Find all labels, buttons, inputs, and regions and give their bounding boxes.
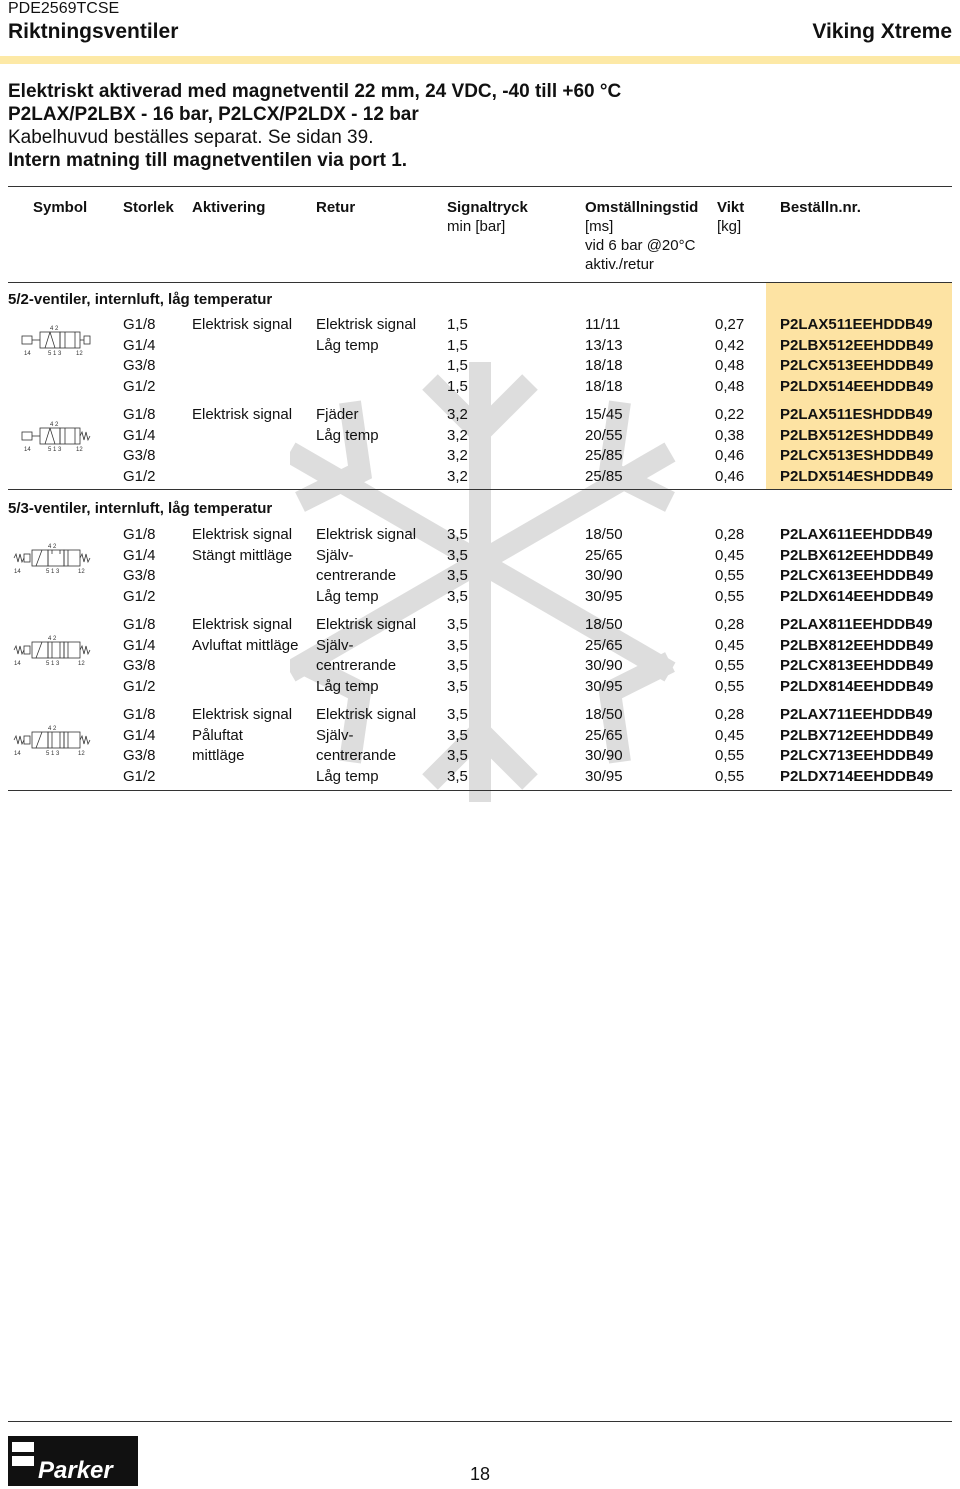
cell-order-number: P2LBX712EEHDDB49 <box>780 726 934 744</box>
cell-size: G1/8 <box>123 706 156 723</box>
cell-switch-time: 25/85 <box>585 447 623 464</box>
col-size: Storlek <box>123 199 174 216</box>
valve-symbol-52-double-solenoid-icon <box>12 322 92 358</box>
col-switch-time: Omställningstid [ms] vid 6 bar @20°C aktiv./retur <box>585 199 699 273</box>
cell-order-number: P2LDX514ESHDDB49 <box>780 467 934 485</box>
cell-weight: 0,27 <box>715 316 745 333</box>
svg-text:5 1 3: 5 1 3 <box>48 351 62 357</box>
cell-weight: 0,55 <box>715 747 745 764</box>
svg-text:5 1 3: 5 1 3 <box>46 569 60 575</box>
cell-order-number: P2LAX511EEHDDB49 <box>780 316 933 333</box>
svg-text:12: 12 <box>78 751 85 757</box>
cell-weight: 0,28 <box>715 526 745 543</box>
cell-actuation: Elektrisk signal <box>192 526 293 543</box>
cell-signal-pressure: 3,5 <box>447 657 468 674</box>
cell-weight: 0,48 <box>715 377 745 395</box>
intro-note: Kabelhuvud beställes separat. Se sidan 39. <box>8 127 374 148</box>
cell-order-number: P2LAX711EEHDDB49 <box>780 706 933 723</box>
cell-switch-time: 30/90 <box>585 657 623 674</box>
cell-order-number: P2LDX514EEHDDB49 <box>780 377 934 395</box>
cell-order-number: P2LAX811EEHDDB49 <box>780 616 933 633</box>
cell-order-number: P2LCX513EEHDDB49 <box>780 357 934 374</box>
cell-switch-time: 30/90 <box>585 747 623 764</box>
svg-text:12: 12 <box>76 351 83 357</box>
cell-weight: 0,48 <box>715 357 745 374</box>
cell-weight: 0,38 <box>715 426 745 444</box>
cell-switch-time: 18/18 <box>585 357 623 374</box>
svg-text:4 2: 4 2 <box>48 636 57 642</box>
cell-return: Låg temp <box>316 767 379 785</box>
cell-signal-pressure: 3,5 <box>447 616 468 633</box>
svg-text:14: 14 <box>24 351 31 357</box>
svg-text:14: 14 <box>14 569 21 575</box>
rule-section-52 <box>8 489 952 490</box>
cell-actuation: Stängt mittläge <box>192 546 293 564</box>
cell-order-number: P2LDX614EEHDDB49 <box>780 587 934 605</box>
cell-actuation: Elektrisk signal <box>192 706 293 723</box>
cell-switch-time: 18/50 <box>585 616 623 633</box>
cell-signal-pressure: 3,5 <box>447 636 468 654</box>
col-return: Retur <box>316 199 356 216</box>
cell-order-number: P2LDX714EEHDDB49 <box>780 767 934 785</box>
cell-signal-pressure: 3,5 <box>447 747 468 764</box>
cell-size: G1/8 <box>123 616 156 633</box>
cell-size: G1/8 <box>123 316 156 333</box>
cell-signal-pressure: 3,2 <box>447 447 468 464</box>
cell-order-number: P2LAX611EEHDDB49 <box>780 526 933 543</box>
cell-order-number: P2LCX813EEHDDB49 <box>780 657 934 674</box>
cell-weight: 0,46 <box>715 467 745 485</box>
parker-logo <box>8 1436 138 1486</box>
page-number: 18 <box>470 1464 491 1484</box>
cell-order-number: P2LDX814EEHDDB49 <box>780 677 934 695</box>
svg-text:12: 12 <box>78 569 85 575</box>
cell-signal-pressure: 3,5 <box>447 587 468 605</box>
cell-weight: 0,55 <box>715 677 745 695</box>
cell-order-number: P2LBX512EEHDDB49 <box>780 336 934 354</box>
cell-actuation: Elektrisk signal <box>192 406 293 423</box>
cell-switch-time: 11/11 <box>585 316 621 333</box>
section-title-53: 5/3-ventiler, internluft, låg temperatur <box>8 500 273 517</box>
intro-supply: Intern matning till magnetventilen via port 1. <box>8 150 408 171</box>
intro-heading: Elektriskt aktiverad med magnetventil 22 mm, 24 VDC, -40 till +60 °C <box>8 81 622 102</box>
cell-switch-time: 25/65 <box>585 636 623 654</box>
cell-size: G1/4 <box>123 336 156 354</box>
cell-size: G3/8 <box>123 657 156 674</box>
cell-weight: 0,55 <box>715 657 745 674</box>
cell-return: Låg temp <box>316 677 379 695</box>
cell-actuation: Elektrisk signal <box>192 316 293 333</box>
svg-text:5 1 3: 5 1 3 <box>48 447 62 453</box>
cell-signal-pressure: 3,5 <box>447 767 468 785</box>
cell-signal-pressure: 3,5 <box>447 706 468 723</box>
cell-signal-pressure: 3,5 <box>447 677 468 695</box>
cell-return: Låg temp <box>316 426 379 444</box>
col-symbol: Symbol <box>33 199 88 216</box>
col-order: Beställn.nr. <box>780 199 861 216</box>
cell-signal-pressure: 3,2 <box>447 426 468 444</box>
cell-return: Elektrisk signal <box>316 526 417 543</box>
cell-return: centrerande <box>316 567 397 584</box>
cell-size: G1/2 <box>123 767 156 785</box>
cell-switch-time: 30/90 <box>585 567 623 584</box>
cell-signal-pressure: 3,5 <box>447 546 468 564</box>
valve-symbol-53-exhausted-center-icon <box>12 632 92 668</box>
cell-return: centrerande <box>316 747 397 764</box>
cell-order-number: P2LCX513ESHDDB49 <box>780 447 934 464</box>
cell-signal-pressure: 1,5 <box>447 316 468 333</box>
page-title: Riktningsventiler <box>8 20 179 43</box>
rule-footer <box>8 1421 952 1422</box>
cell-order-number: P2LCX613EEHDDB49 <box>780 567 934 584</box>
section-title-52: 5/2-ventiler, internluft, låg temperatur <box>8 291 273 308</box>
svg-text:4 2: 4 2 <box>48 544 57 550</box>
cell-size: G1/4 <box>123 726 156 744</box>
cell-size: G3/8 <box>123 357 156 374</box>
svg-text:4 2: 4 2 <box>50 326 59 332</box>
document-code: PDE2569TCSE <box>8 0 120 17</box>
cell-actuation: Påluftat <box>192 726 243 744</box>
cell-size: G1/8 <box>123 526 156 543</box>
cell-weight: 0,45 <box>715 636 745 654</box>
cell-return: centrerande <box>316 657 397 674</box>
cell-return: Själv- <box>316 636 354 654</box>
intro-block <box>8 80 621 172</box>
cell-weight: 0,55 <box>715 567 745 584</box>
cell-signal-pressure: 3,2 <box>447 406 468 423</box>
cell-actuation: mittläge <box>192 747 245 764</box>
svg-text:Parker: Parker <box>38 1457 113 1484</box>
cell-signal-pressure: 3,5 <box>447 526 468 543</box>
svg-text:14: 14 <box>24 447 31 453</box>
cell-weight: 0,42 <box>715 336 745 354</box>
cell-weight: 0,22 <box>715 406 745 423</box>
cell-return: Själv- <box>316 726 354 744</box>
cell-size: G1/2 <box>123 677 156 695</box>
cell-weight: 0,55 <box>715 587 745 605</box>
svg-text:5 1 3: 5 1 3 <box>46 661 60 667</box>
cell-signal-pressure: 3,2 <box>447 467 468 485</box>
cell-switch-time: 30/95 <box>585 587 623 605</box>
header-band <box>0 56 960 64</box>
cell-signal-pressure: 3,5 <box>447 726 468 744</box>
cell-switch-time: 18/18 <box>585 377 623 395</box>
cell-size: G1/2 <box>123 587 156 605</box>
cell-signal-pressure: 3,5 <box>447 567 468 584</box>
svg-text:5 1 3: 5 1 3 <box>46 751 60 757</box>
cell-switch-time: 18/50 <box>585 526 623 543</box>
cell-switch-time: 15/45 <box>585 406 623 423</box>
cell-weight: 0,45 <box>715 726 745 744</box>
cell-weight: 0,28 <box>715 616 745 633</box>
cell-switch-time: 30/95 <box>585 677 623 695</box>
cell-return: Själv- <box>316 546 354 564</box>
cell-switch-time: 25/65 <box>585 546 623 564</box>
cell-switch-time: 20/55 <box>585 426 623 444</box>
rule-section-53 <box>8 790 952 791</box>
cell-size: G1/2 <box>123 467 156 485</box>
cell-signal-pressure: 1,5 <box>447 336 468 354</box>
cell-size: G1/2 <box>123 377 156 395</box>
cell-order-number: P2LBX512ESHDDB49 <box>780 426 934 444</box>
svg-text:4 2: 4 2 <box>48 726 57 732</box>
cell-switch-time: 13/13 <box>585 336 623 354</box>
valve-symbol-53-closed-center-icon <box>12 540 92 576</box>
cell-size: G3/8 <box>123 567 156 584</box>
cell-switch-time: 25/65 <box>585 726 623 744</box>
cell-order-number: P2LAX511ESHDDB49 <box>780 406 933 423</box>
cell-size: G1/4 <box>123 636 156 654</box>
cell-return: Elektrisk signal <box>316 616 417 633</box>
cell-return: Elektrisk signal <box>316 706 417 723</box>
cell-return: Fjäder <box>316 406 359 423</box>
cell-order-number: P2LBX612EEHDDB49 <box>780 546 934 564</box>
col-signal: Signaltryck min [bar] <box>447 199 528 235</box>
cell-order-number: P2LCX713EEHDDB49 <box>780 747 934 764</box>
cell-signal-pressure: 1,5 <box>447 357 468 374</box>
valve-symbol-53-pressurized-center-icon <box>12 722 92 758</box>
intro-pressure: P2LAX/P2LBX - 16 bar, P2LCX/P2LDX - 12 bar <box>8 104 419 125</box>
cell-weight: 0,28 <box>715 706 745 723</box>
cell-weight: 0,55 <box>715 767 745 785</box>
cell-actuation: Elektrisk signal <box>192 616 293 633</box>
col-actuation: Aktivering <box>192 199 266 216</box>
cell-weight: 0,45 <box>715 546 745 564</box>
svg-text:14: 14 <box>14 661 21 667</box>
cell-switch-time: 30/95 <box>585 767 623 785</box>
cell-size: G1/4 <box>123 546 156 564</box>
cell-size: G1/4 <box>123 426 156 444</box>
rule-top <box>8 186 952 187</box>
product-line: Viking Xtreme <box>812 20 952 43</box>
cell-size: G3/8 <box>123 447 156 464</box>
cell-size: G3/8 <box>123 747 156 764</box>
cell-size: G1/8 <box>123 406 156 423</box>
svg-text:14: 14 <box>14 751 21 757</box>
cell-signal-pressure: 1,5 <box>447 377 468 395</box>
cell-switch-time: 25/85 <box>585 467 623 485</box>
col-weight: Vikt [kg] <box>717 199 745 235</box>
cell-return: Låg temp <box>316 336 379 354</box>
svg-text:12: 12 <box>78 661 85 667</box>
cell-weight: 0,46 <box>715 447 745 464</box>
cell-return: Elektrisk signal <box>316 316 417 333</box>
cell-actuation: Avluftat mittläge <box>192 636 299 654</box>
cell-return: Låg temp <box>316 587 379 605</box>
cell-order-number: P2LBX812EEHDDB49 <box>780 636 934 654</box>
svg-text:4 2: 4 2 <box>50 422 59 428</box>
cell-switch-time: 18/50 <box>585 706 623 723</box>
svg-text:12: 12 <box>76 447 83 453</box>
valve-symbol-52-spring-return-icon <box>12 418 92 454</box>
